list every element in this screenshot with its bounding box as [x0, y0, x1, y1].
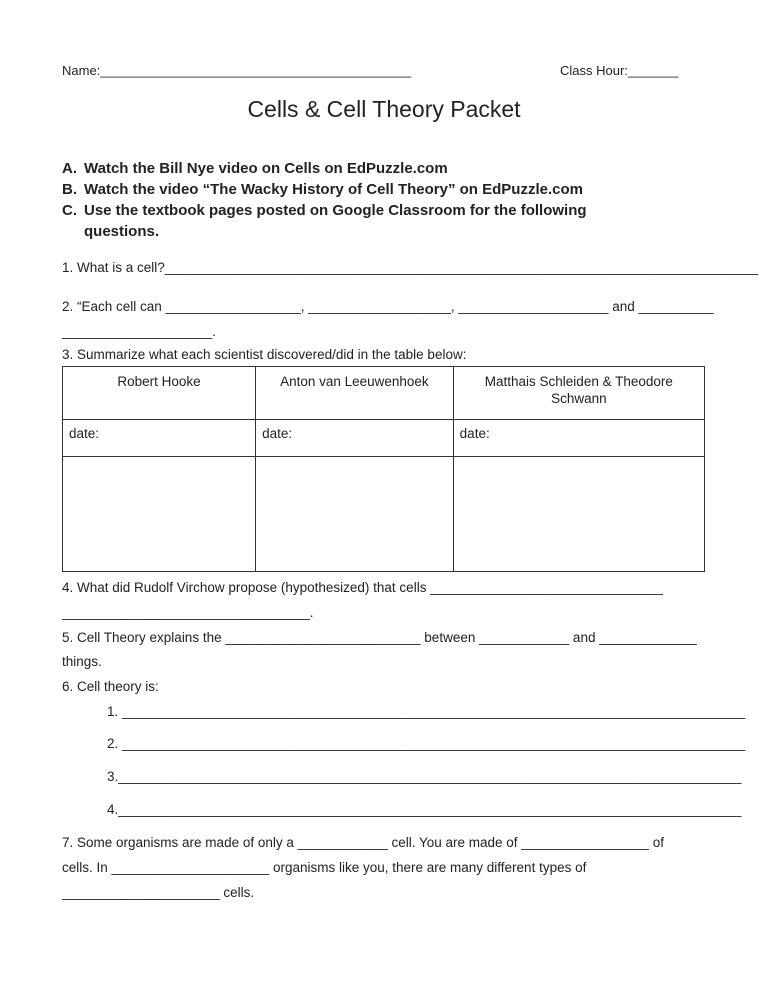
- question-7-line-2[interactable]: cells. In _____________________ organisms like you, there are many different types of: [62, 860, 587, 875]
- column-header-leeuwenhoek: Anton van Leeuwenhoek: [256, 367, 454, 420]
- question-3-prompt: 3. Summarize what each scientist discovered/did in the table below:: [62, 347, 467, 362]
- discovery-cell-schleiden-schwann[interactable]: [453, 457, 704, 572]
- question-7-line-3[interactable]: _____________________ cells.: [62, 885, 255, 900]
- question-6-prompt: 6. Cell theory is:: [62, 679, 159, 694]
- instruction-b: B. Watch the video “The Wacky History of Cell Theory” on EdPuzzle.com: [62, 181, 583, 198]
- date-cell-schleiden-schwann[interactable]: date:: [453, 420, 704, 457]
- question-1[interactable]: 1. What is a cell?_______________________________________________________________________________: [62, 260, 758, 275]
- date-cell-leeuwenhoek[interactable]: date:: [256, 420, 454, 457]
- discovery-cell-hooke[interactable]: [63, 457, 256, 572]
- instruction-c: C. Use the textbook pages posted on Google Classroom for the following: [62, 202, 587, 219]
- instruction-c-continued: questions.: [84, 223, 160, 240]
- cell-theory-item-2[interactable]: 2. ___________________________________________________________________________________: [107, 736, 746, 751]
- column-header-hooke: Robert Hooke: [63, 367, 256, 420]
- cell-theory-item-3[interactable]: 3.___________________________________________________________________________________: [107, 769, 742, 784]
- page-title: Cells & Cell Theory Packet: [247, 96, 521, 122]
- question-2-line-1[interactable]: 2. “Each cell can __________________, ___________________, ____________________ and __________: [62, 299, 714, 314]
- class-hour-field[interactable]: Class Hour:_______: [560, 63, 679, 78]
- question-4-line-1[interactable]: 4. What did Rudolf Virchow propose (hypothesized) that cells _______________________________: [62, 580, 663, 595]
- cell-theory-item-4[interactable]: 4.___________________________________________________________________________________: [107, 802, 742, 817]
- instruction-a: A. Watch the Bill Nye video on Cells on EdPuzzle.com: [62, 160, 448, 177]
- question-2-line-2[interactable]: ____________________.: [62, 324, 216, 339]
- column-header-schleiden-schwann: Matthais Schleiden & Theodore Schwann: [453, 367, 704, 420]
- name-field[interactable]: Name:___________________________________________: [62, 63, 412, 78]
- question-4-line-2[interactable]: _________________________________.: [62, 605, 314, 620]
- cell-theory-item-1[interactable]: 1. ___________________________________________________________________________________: [107, 704, 746, 719]
- question-5-line-2: things.: [62, 654, 102, 669]
- question-7-line-1[interactable]: 7. Some organisms are made of only a ____________ cell. You are made of _________________ of: [62, 835, 664, 850]
- question-5-line-1[interactable]: 5. Cell Theory explains the __________________________ between ____________ and _____________: [62, 630, 697, 645]
- scientist-table: [62, 366, 705, 572]
- date-cell-hooke[interactable]: date:: [63, 420, 256, 457]
- discovery-cell-leeuwenhoek[interactable]: [256, 457, 454, 572]
